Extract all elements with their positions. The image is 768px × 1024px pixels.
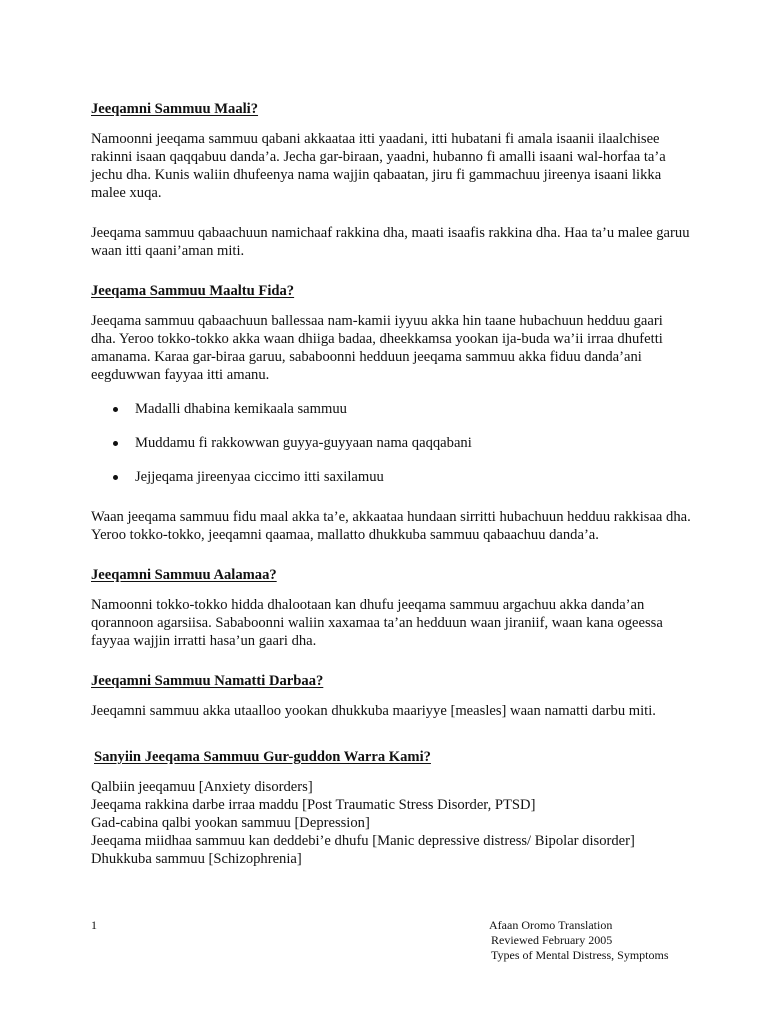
- list-item: Madalli dhabina kemikaala sammuu: [91, 400, 691, 418]
- paragraph: Jeeqamni sammuu akka utaalloo yookan dhukkuba maariyye [measles] waan namatti darbu miti.: [91, 703, 656, 719]
- paragraph: Waan jeeqama sammuu fidu maal akka ta’e, akkaataa hundaan sirritti hubachuun hedduu rakkisaa dha. Yeroo tokko-tokko, jeeqamni qaamaa, mallatto dhukkuba sammuu qabaachuu danda’a.: [91, 509, 691, 543]
- list-item: Gad-cabina qalbi yookan sammuu [Depression]: [91, 815, 370, 831]
- paragraph: Jeeqama sammuu qabaachuun ballessaa nam-kamii iyyuu akka hin taane hubachuun hedduu gaari dha. Yeroo tokko-tokko akka waan dhiiga badaa, dheekkamsa yookan ija-buda wa’ii irraa dhufetti amanama. Karaa gar-biraa garuu, sababoonni hedduun jeeqama sammuu akka fiduu danda’ani eegduwwan fayyaa itti amanu.: [91, 313, 663, 383]
- paragraph: Jeeqama sammuu qabaachuun namichaaf rakkina dha, maati isaafis rakkina dha. Haa ta’u malee garuu waan itti qaani’aman miti.: [91, 225, 690, 259]
- footer-info: [489, 918, 669, 963]
- page-number: 1: [91, 918, 97, 932]
- bullet-icon: [113, 407, 118, 412]
- footer-title-line: Types of Mental Distress, Symptoms: [491, 948, 669, 962]
- document-body: [91, 100, 691, 868]
- section-heading-contagious: Jeeqamni Sammuu Namatti Darbaa?: [91, 673, 324, 689]
- list-item: Dhukkuba sammuu [Schizophrenia]: [91, 851, 302, 867]
- paragraph: Namoonni tokko-tokko hidda dhalootaan kan dhufu jeeqama sammuu argachuu akka danda’an qorannoon agarsiisa. Sababoonni waliin xaxamaa ta’an hedduun waan jiraniif, waan kana ogeessa fayyaa wajjin irratti hasa’un gaari dha.: [91, 597, 663, 649]
- list-item: Muddamu fi rakkowwan guyya-guyyaan nama qaqqabani: [91, 434, 691, 452]
- section-heading-causes: Jeeqama Sammuu Maaltu Fida?: [91, 283, 295, 299]
- section-heading-hereditary: Jeeqamni Sammuu Aalamaa?: [91, 567, 277, 583]
- footer-reviewed-line: Reviewed February 2005: [491, 933, 613, 947]
- list-item: Jejjeqama jireenyaa ciccimo itti saxilamuu: [91, 468, 691, 486]
- causes-bullet-list: [91, 400, 691, 486]
- section-heading-types: Sanyiin Jeeqama Sammuu Gur-guddon Warra Kami?: [94, 749, 431, 765]
- list-item: Jeeqama rakkina darbe irraa maddu [Post Traumatic Stress Disorder, PTSD]: [91, 797, 536, 813]
- bullet-icon: [113, 475, 118, 480]
- paragraph: Namoonni jeeqama sammuu qabani akkaataa itti yaadani, itti hubatani fi amala isaanii ilaalchisee rakinni isaan qaqqabuu danda’a. Jecha gar-biraan, yaadni, hubanno fi amalli isaani wal-horfaa ta’a jechu dha. Kunis waliin dhufeenya nama wajjin qabaatan, jiru fi gammachuu jireenya isaani likka malee xuqa.: [91, 131, 666, 201]
- list-item: Jeeqama miidhaa sammuu kan deddebi’e dhufu [Manic depressive distress/ Bipolar disorder]: [91, 833, 635, 849]
- disorder-types-list: [91, 778, 691, 868]
- bullet-icon: [113, 441, 118, 446]
- footer-translation-line: Afaan Oromo Translation: [489, 918, 613, 932]
- section-heading-what-is: Jeeqamni Sammuu Maali?: [91, 101, 259, 117]
- list-item: Qalbiin jeeqamuu [Anxiety disorders]: [91, 779, 313, 795]
